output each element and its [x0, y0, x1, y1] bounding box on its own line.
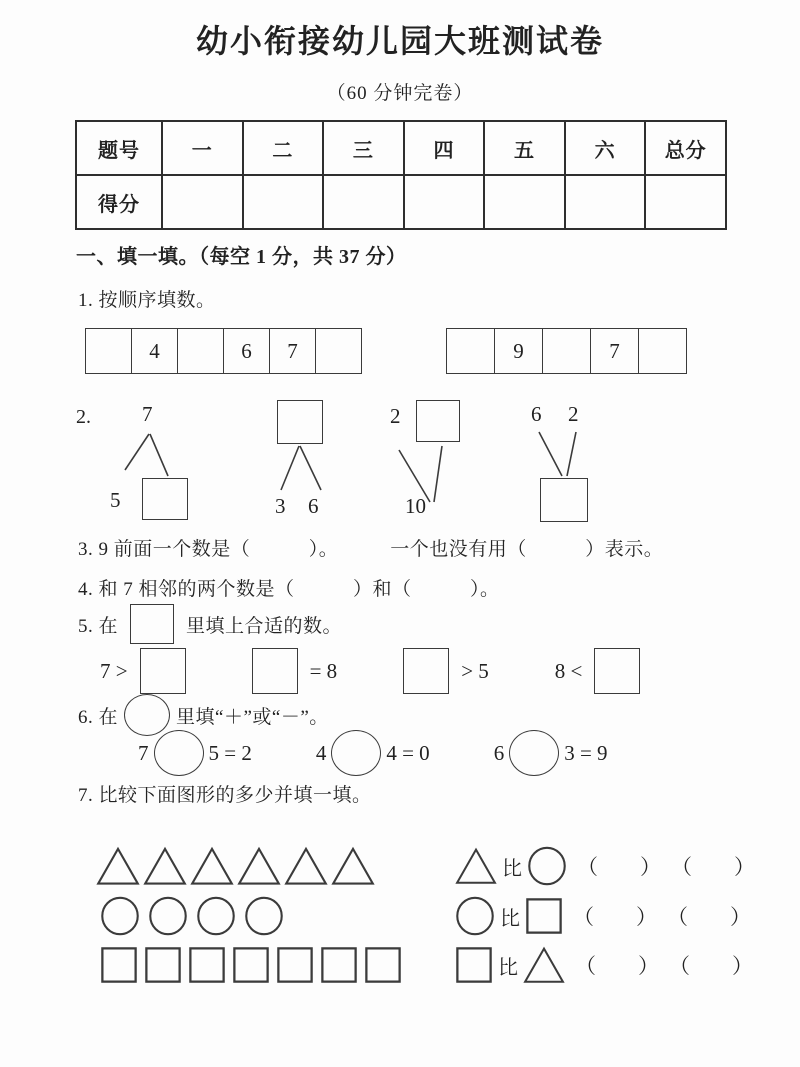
- compare-word: 比: [500, 907, 520, 930]
- answer-box: [252, 648, 298, 694]
- score-cell: [565, 175, 646, 229]
- q2-number-bonds: [0, 400, 800, 525]
- circle-icon: [527, 846, 567, 886]
- score-cell: [645, 175, 726, 229]
- strip-cell: 7: [270, 328, 316, 374]
- section-one-heading: 一、填一填。（每空 1 分，共 37 分）: [76, 246, 407, 268]
- answer-box: [540, 478, 588, 522]
- strip-cell: [639, 328, 687, 374]
- score-cell: [484, 175, 565, 229]
- square-shape: [188, 946, 226, 984]
- strip-cell: 9: [495, 328, 543, 374]
- q6-item: [494, 730, 608, 776]
- circle-shape: [244, 896, 284, 936]
- exam-subtitle: （60 分钟完卷）: [326, 83, 474, 104]
- answer-box: [403, 648, 449, 694]
- header-cell-6: 六: [565, 121, 646, 175]
- q1-strip-right: [446, 328, 687, 374]
- q5-item-post: > 5: [461, 658, 489, 683]
- header-cell-4: 四: [404, 121, 485, 175]
- answer-box: [277, 400, 323, 444]
- triangle-shape: [237, 846, 281, 886]
- blank-parens: （ ）: [575, 954, 659, 978]
- q5-item-post: = 8: [309, 658, 338, 683]
- q6-item-a: 6: [493, 740, 505, 765]
- bond-top-left-value: 6: [531, 402, 542, 426]
- q5-items: [100, 648, 706, 694]
- header-cell-total: 总分: [645, 121, 726, 175]
- number-bond-split-box: [255, 400, 355, 522]
- strip-cell: 6: [224, 328, 270, 374]
- strip-cell: [178, 328, 224, 374]
- triangle-row: [96, 846, 375, 886]
- q3-part2: 一个也没有用（ ）表示。: [390, 539, 664, 560]
- score-cell: [323, 175, 404, 229]
- square-shape: [364, 946, 402, 984]
- answer-box: [594, 648, 640, 694]
- q6-item-a: 7: [138, 740, 149, 765]
- score-row-label: 得分: [76, 175, 162, 229]
- comparison-row: [455, 846, 755, 886]
- square-shape: [232, 946, 270, 984]
- triangle-shape: [96, 846, 140, 886]
- q6-items: [138, 730, 672, 776]
- blank-parens: （ ）: [669, 954, 753, 978]
- square-shape: [144, 946, 182, 984]
- square-shape: [320, 946, 358, 984]
- strip-cell: 4: [132, 328, 178, 374]
- q1-strip-left: [85, 328, 362, 374]
- triangle-shape: [143, 846, 187, 886]
- answer-box: [142, 478, 188, 520]
- number-bond-join-box: [520, 402, 620, 524]
- blank-parens: （ ）: [667, 905, 751, 929]
- operator-circle: [331, 730, 381, 776]
- strip-cell: [543, 328, 591, 374]
- q6-item-a: 4: [315, 740, 327, 765]
- bond-bottom-left-value: 3: [275, 494, 286, 518]
- comparison-row: [455, 946, 753, 984]
- q5-label-pre: 5. 在: [78, 615, 119, 637]
- q7-label: 7. 比较下面图形的多少并填一填。: [78, 785, 372, 806]
- triangle-shape: [190, 846, 234, 886]
- square-shape: [276, 946, 314, 984]
- triangle-shape: [331, 846, 375, 886]
- q5-item: [403, 648, 489, 694]
- q5-item: [252, 648, 338, 694]
- header-cell-1: 一: [162, 121, 243, 175]
- bond-top-left-value: 2: [390, 404, 401, 428]
- blank-parens: （ ）: [671, 855, 755, 879]
- q5-item: [100, 648, 186, 694]
- q6-item-b: 4 = 0: [386, 740, 430, 765]
- q2-number: 2.: [76, 406, 91, 428]
- blank-parens: （ ）: [573, 905, 657, 929]
- circle-row: [100, 896, 284, 936]
- bond-top-right-value: 2: [568, 402, 579, 426]
- number-bond-split-7: [105, 402, 205, 524]
- q6-item-b: 5 = 2: [208, 740, 252, 765]
- answer-box: [140, 648, 186, 694]
- square-icon: [455, 946, 493, 984]
- bond-bottom-value: 10: [405, 494, 426, 518]
- q6-item: [138, 730, 252, 776]
- square-row: [100, 946, 402, 984]
- header-cell-5: 五: [484, 121, 565, 175]
- header-cell-question-no: 题号: [76, 121, 162, 175]
- score-table-header-row: [76, 121, 726, 175]
- circle-shape: [100, 896, 140, 936]
- page-title: 幼小衔接幼儿园大班测试卷: [195, 23, 604, 59]
- square-shape: [100, 946, 138, 984]
- q3-part1: 3. 9 前面一个数是（ ）。: [78, 539, 339, 560]
- q5-label: [78, 604, 342, 644]
- operator-circle: [154, 730, 204, 776]
- q5-item: [555, 648, 641, 694]
- score-table-score-row: [76, 175, 726, 229]
- score-cell: [162, 175, 243, 229]
- circle-icon: [455, 896, 495, 936]
- q6-label-post: 里填“＋”或“－”。: [176, 706, 329, 728]
- operator-circle: [509, 730, 559, 776]
- strip-cell: 7: [591, 328, 639, 374]
- comparison-row: [455, 896, 751, 936]
- score-table: [75, 120, 727, 230]
- compare-word: 比: [498, 956, 518, 979]
- q1-label: 1. 按顺序填数。: [78, 290, 216, 311]
- q5-item-pre: 7 >: [100, 658, 128, 683]
- header-cell-2: 二: [243, 121, 324, 175]
- answer-box: [130, 604, 174, 644]
- score-cell: [404, 175, 485, 229]
- q5-label-post: 里填上合适的数。: [186, 615, 343, 637]
- bond-bottom-right-value: 6: [308, 494, 319, 518]
- compare-word: 比: [502, 857, 522, 880]
- q6-label-pre: 6. 在: [78, 706, 119, 728]
- blank-parens: （ ）: [577, 855, 661, 879]
- strip-cell: [446, 328, 495, 374]
- strip-cell: [85, 328, 132, 374]
- score-cell: [243, 175, 324, 229]
- triangle-shape: [284, 846, 328, 886]
- circle-shape: [196, 896, 236, 936]
- number-bond-join-10: [390, 400, 490, 522]
- circle-shape: [148, 896, 188, 936]
- header-cell-3: 三: [323, 121, 404, 175]
- strip-cell: [316, 328, 362, 374]
- q6-item: [316, 730, 430, 776]
- triangle-icon: [523, 946, 565, 984]
- square-icon: [525, 897, 563, 935]
- q3-text: [78, 534, 663, 561]
- triangle-icon: [455, 847, 497, 885]
- q6-item-b: 3 = 9: [564, 740, 608, 765]
- bond-top-value: 7: [142, 402, 153, 426]
- q5-item-pre: 8 <: [554, 658, 583, 683]
- q4-text: 4. 和 7 相邻的两个数是（ ）和（ ）。: [78, 579, 500, 600]
- answer-box: [416, 400, 460, 442]
- bond-bottom-left-value: 5: [110, 488, 121, 512]
